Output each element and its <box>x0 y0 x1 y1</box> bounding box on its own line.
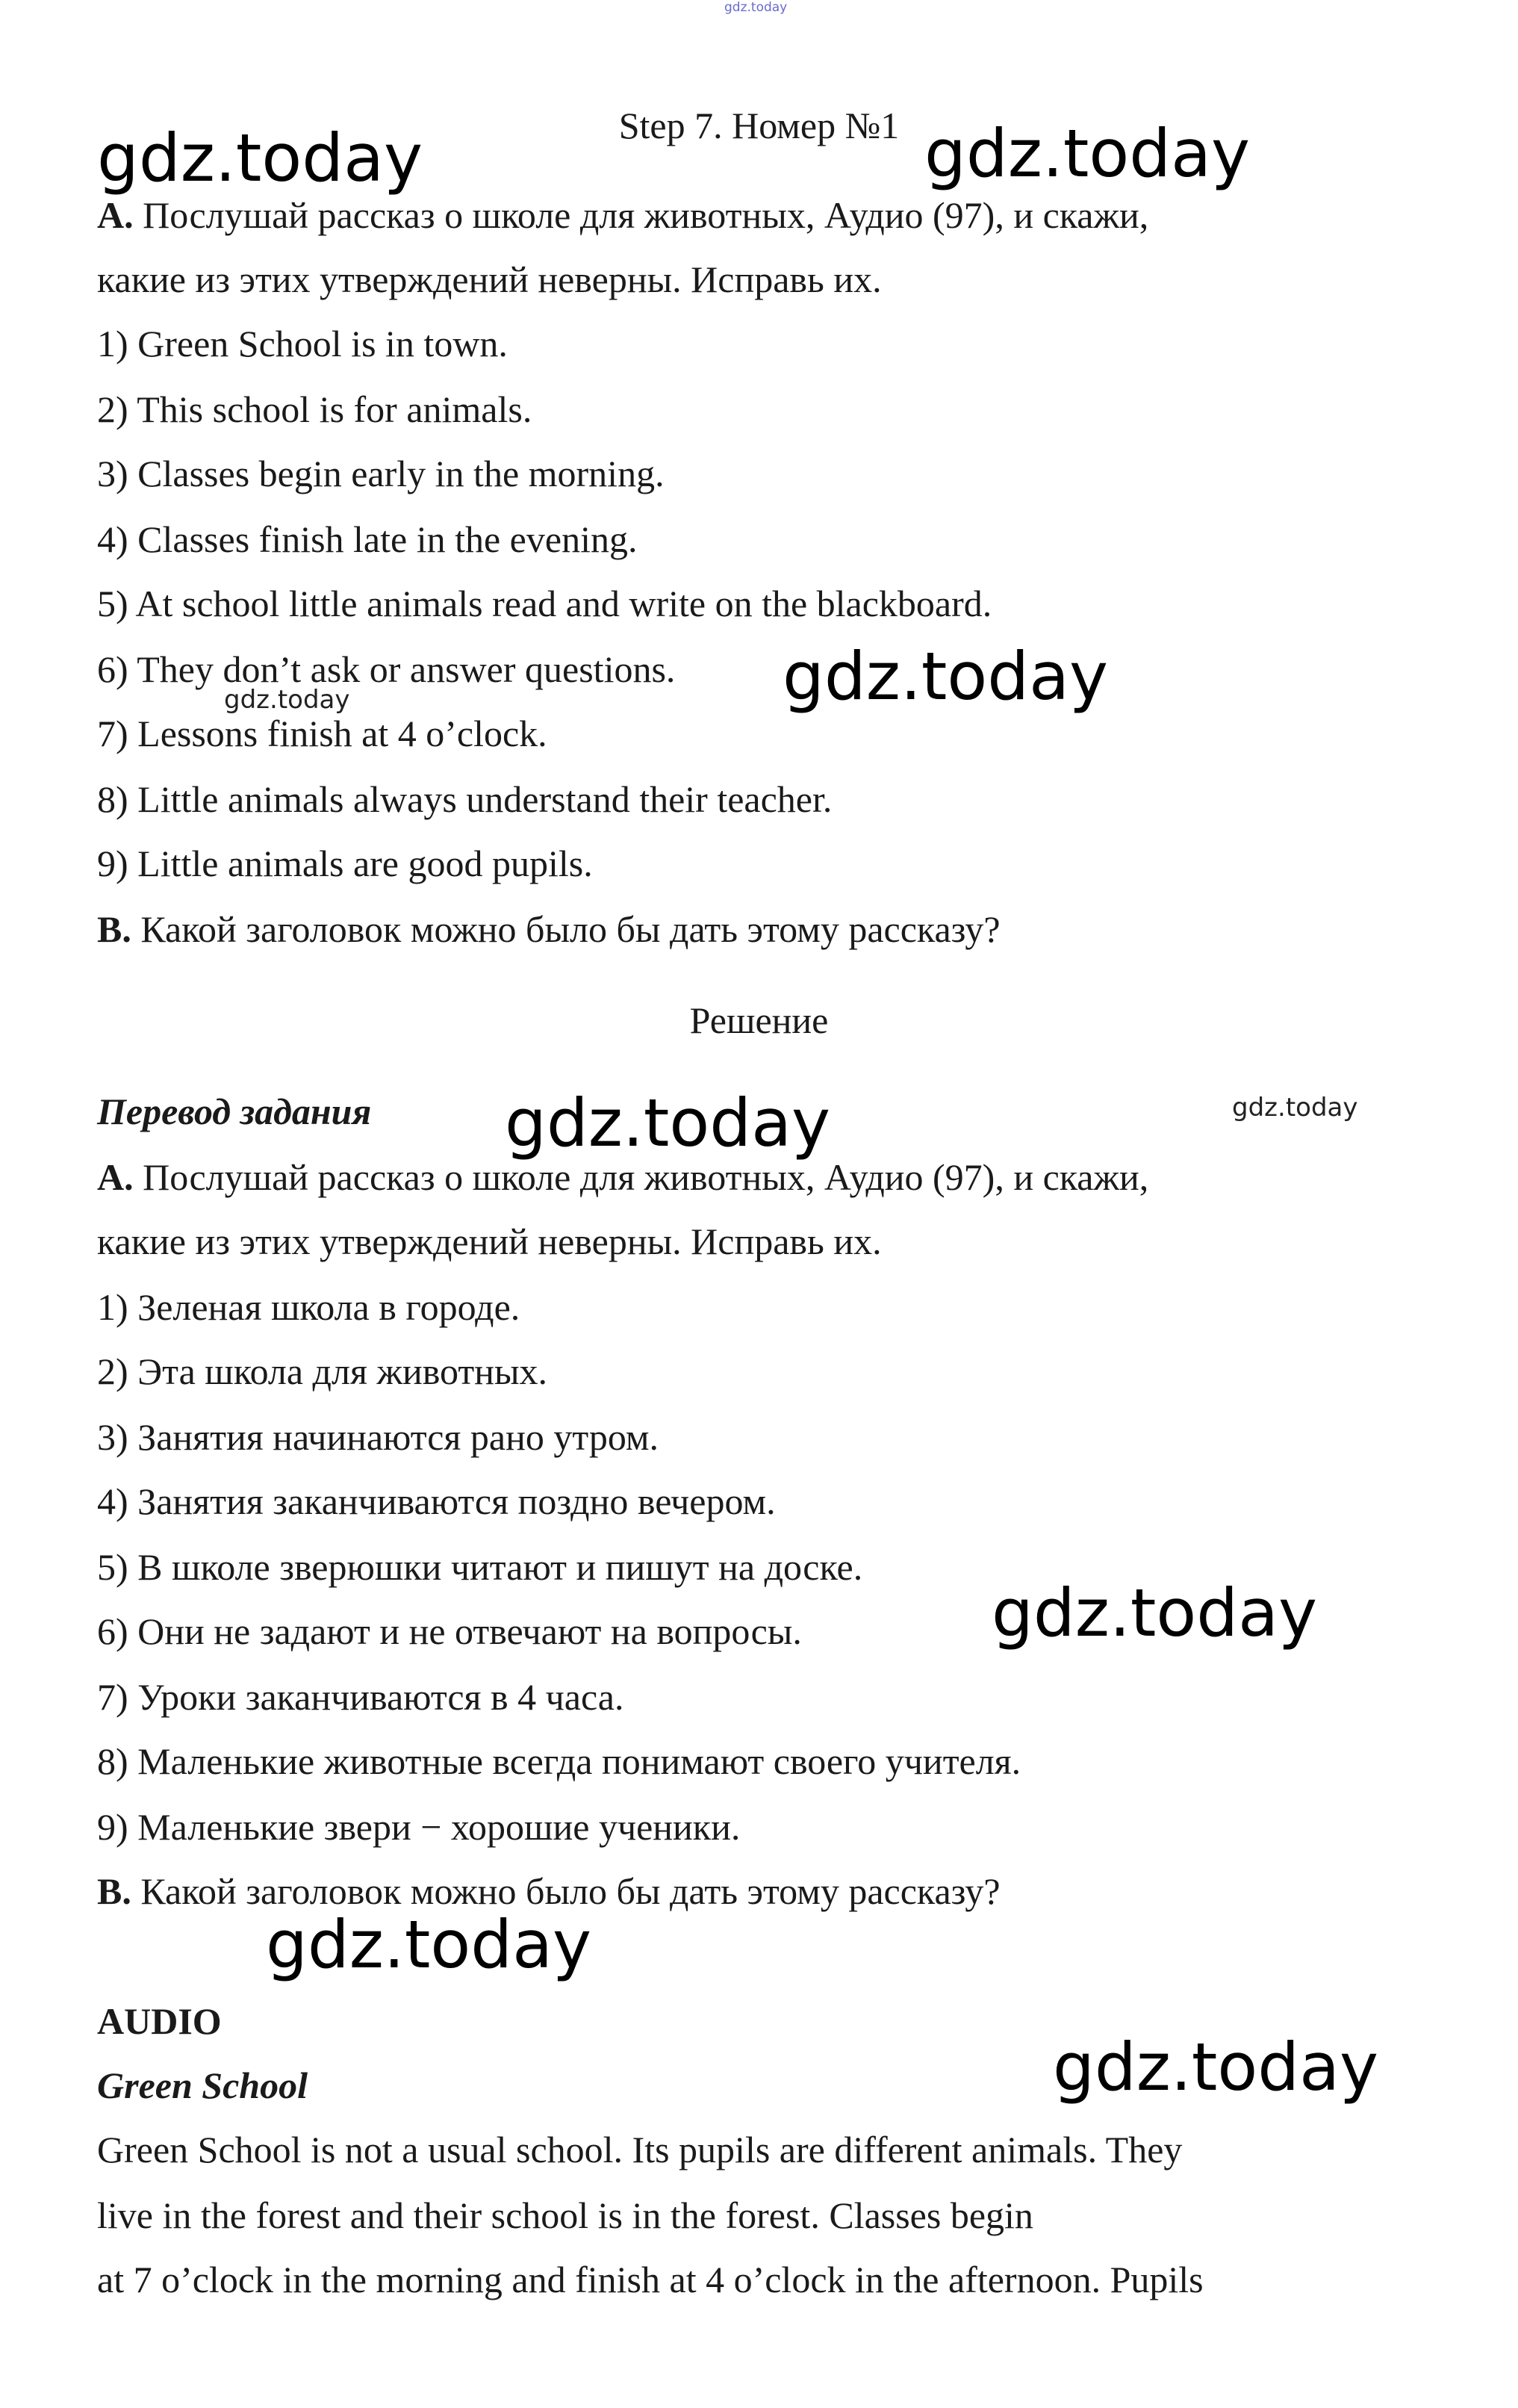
watermark: gdz.today <box>505 1084 831 1161</box>
solution-item-1: 1) Зеленая школа в городе. <box>97 1286 520 1328</box>
task-item-1: 1) Green School is in town. <box>97 323 508 364</box>
watermark: gdz.today <box>97 120 423 196</box>
audio-line-2: live in the forest and their school is in the forest. Classes begin <box>97 2194 1033 2236</box>
watermark: gdz.today <box>266 1906 592 1983</box>
task-a-line2: какие из этих утверждений неверны. Исправь их. <box>97 258 882 300</box>
solution-a-line2: какие из этих утверждений неверны. Исправь их. <box>97 1220 882 1262</box>
task-item-9: 9) Little animals are good pupils. <box>97 843 593 884</box>
task-item-5: 5) At school little animals read and write on the blackboard. <box>97 583 992 624</box>
watermark: gdz.today <box>1053 2029 1379 2106</box>
watermark-small: gdz.today <box>224 685 350 715</box>
task-b-label: B. <box>97 908 131 950</box>
watermark: gdz.today <box>924 115 1251 192</box>
translation-heading: Перевод задания <box>97 1090 372 1132</box>
top-watermark: gdz.today <box>724 0 788 15</box>
watermark: gdz.today <box>992 1574 1318 1651</box>
task-a-line1 <box>97 193 1148 238</box>
audio-line-3: at 7 o’clock in the morning and finish at 4 o’clock in the afternoon. Pupils <box>97 2259 1204 2300</box>
solution-a-text: Послушай рассказ о школе для животных, Аудио (97), и скажи, <box>133 1156 1149 1198</box>
task-item-3: 3) Classes begin early in the morning. <box>97 453 665 494</box>
solution-heading: Решение <box>689 999 829 1041</box>
solution-item-5: 5) В школе зверюшки читают и пишут на доске. <box>97 1546 863 1588</box>
task-item-7: 7) Lessons finish at 4 o’clock. <box>97 713 547 754</box>
solution-item-8: 8) Маленькие животные всегда понимают своего учителя. <box>97 1740 1021 1782</box>
task-item-6: 6) They don’t ask or answer questions. <box>97 648 676 690</box>
audio-line-1: Green School is not a usual school. Its pupils are different animals. They <box>97 2129 1183 2170</box>
audio-heading: AUDIO <box>97 2000 222 2042</box>
audio-story-title: Green School <box>97 2064 308 2106</box>
task-a-label: A. <box>97 194 134 236</box>
solution-item-7: 7) Уроки заканчиваются в 4 часа. <box>97 1676 624 1718</box>
task-item-4: 4) Classes finish late in the evening. <box>97 518 638 560</box>
page-title: Step 7. Номер №1 <box>618 105 900 146</box>
watermark: gdz.today <box>783 638 1109 715</box>
solution-a-label: A. <box>97 1156 134 1198</box>
task-item-8: 8) Little animals always understand their teacher. <box>97 778 833 820</box>
task-item-2: 2) This school is for animals. <box>97 388 532 430</box>
solution-item-3: 3) Занятия начинаются рано утром. <box>97 1416 659 1458</box>
solution-item-6: 6) Они не задают и не отвечают на вопросы. <box>97 1610 802 1652</box>
solution-item-4: 4) Занятия заканчиваются поздно вечером. <box>97 1480 776 1522</box>
watermark-small: gdz.today <box>1232 1093 1358 1123</box>
task-b-text: Какой заголовок можно было бы дать этому рассказу? <box>131 908 1001 950</box>
solution-b-label: B. <box>97 1870 131 1912</box>
task-a-text: Послушай рассказ о школе для животных, Аудио (97), и скажи, <box>133 194 1149 236</box>
solution-b-text: Какой заголовок можно было бы дать этому рассказу? <box>131 1870 1001 1912</box>
solution-a-line1 <box>97 1155 1148 1200</box>
solution-item-9: 9) Маленькие звери − хорошие ученики. <box>97 1806 741 1848</box>
solution-item-2: 2) Эта школа для животных. <box>97 1350 548 1392</box>
task-b-line <box>97 907 1001 952</box>
